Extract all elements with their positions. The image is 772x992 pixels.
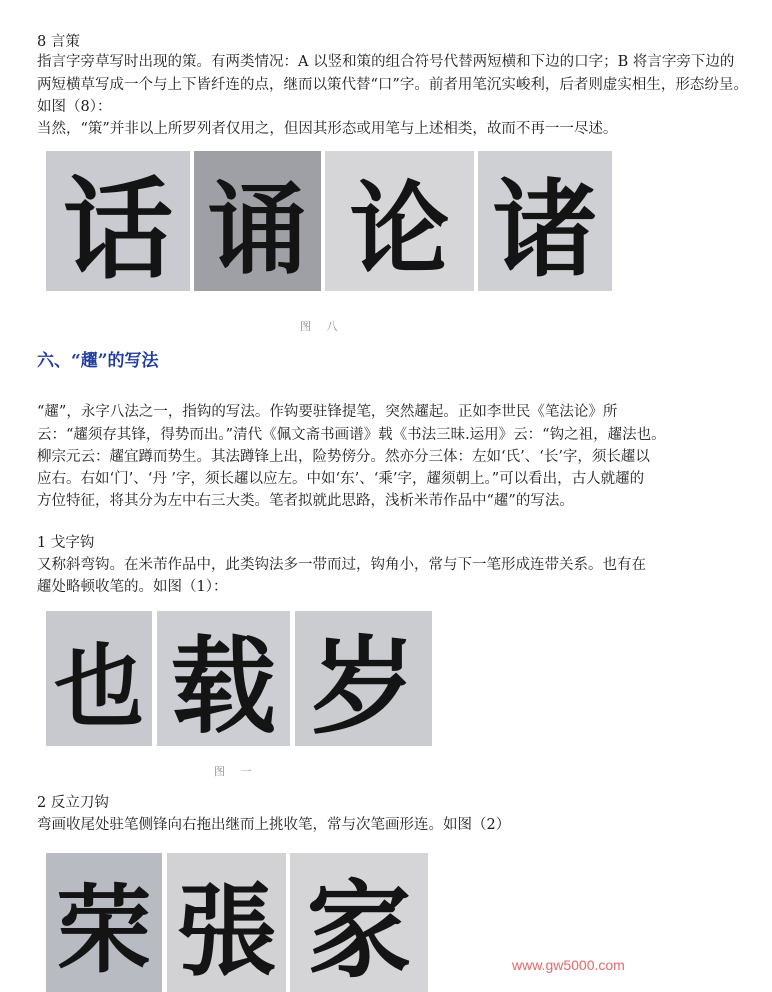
- section-6-para-line-5: 方位特征，将其分为左中右三大类。笔者拟就此思路，浅析米芾作品中“趯”的写法。: [37, 493, 574, 509]
- calligraphy-image: [290, 853, 428, 992]
- section-8-line-2: 两短横草写成一个与上下皆纤连的点，继而以策代替“口”字。前者用笔沉实峻利，后者则虚实相生，形态纷呈。: [37, 77, 748, 93]
- calligraphy-glyph: 張: [176, 872, 277, 990]
- calligraphy-image: [295, 611, 432, 746]
- sub-1-line-1: 又称斜弯钩。在米芾作品中，此类钩法多一带而过，钩角小，常与下一笔形成连带关系。也有在: [37, 557, 646, 573]
- sub-1-line-2: 趯处略顿收笔的。如图（1）：: [37, 579, 228, 595]
- calligraphy-image: [167, 853, 286, 992]
- calligraphy-glyph: 也: [54, 634, 144, 740]
- section-6-para-line-4: 应右。右如‘门’、‘丹 ’字，须长趯以应左。中如‘东’、‘乘’字，趯须朝上。”可以看出，古人就趯的: [37, 471, 645, 487]
- sub-1-title: 1 戈字钩: [37, 535, 95, 551]
- calligraphy-image: [46, 853, 162, 992]
- calligraphy-image: [194, 151, 321, 291]
- calligraphy-glyph: 诵: [207, 171, 308, 288]
- calligraphy-image: [46, 611, 152, 746]
- section-6-heading: 六、“趯”的写法: [37, 351, 159, 371]
- section-8-line-3: 如图（8）：: [37, 99, 112, 115]
- figure-1-caption: 图 一: [214, 765, 258, 778]
- site-watermark: www.gw5000.com: [512, 957, 625, 973]
- calligraphy-glyph: 家: [306, 870, 412, 992]
- sub-2-line-1: 弯画收尾处驻笔侧锋向右拖出继而上挑收笔，常与次笔画形连。如图（2）: [37, 817, 511, 833]
- calligraphy-glyph: 话: [63, 166, 173, 291]
- section-8-line-4: 当然，“策”并非以上所罗列者仅用之，但因其形态或用笔与上述相类，故而不再一一尽述。: [37, 121, 618, 137]
- calligraphy-image: [157, 611, 290, 746]
- section-8-title: 8 言策: [37, 34, 80, 50]
- calligraphy-glyph: 论: [349, 171, 450, 288]
- section-6-para-line-3: 柳宗元云：趯宜蹲而势生。其法蹲锋上出，险势傍分。然亦分三体：左如‘氏’、‘长’字，须长趯以: [37, 449, 650, 465]
- calligraphy-glyph: 岁: [310, 626, 416, 746]
- section-6-para-line-2: 云：“趯须存其锋，得势而出。”清代《佩文斋书画谱》载《书法三昧.运用》云：“钩之祖，趯法也。: [37, 427, 666, 443]
- calligraphy-image: [478, 151, 612, 291]
- calligraphy-glyph: 载: [170, 626, 276, 746]
- sub-2-title: 2 反立刀钩: [37, 795, 109, 811]
- section-8-line-1: 指言字旁草写时出现的策。有两类情况：A 以竖和策的组合符号代替两短横和下边的口字；B 将言字旁下边的: [37, 54, 735, 70]
- calligraphy-image: [46, 151, 190, 291]
- calligraphy-image: [325, 151, 474, 291]
- figure-8-caption: 图 八: [300, 320, 344, 333]
- section-6-para-line-1: “趯”，永字八法之一，指钩的写法。作钩要驻锋提笔，突然趯起。正如李世民《笔法论》所: [37, 404, 618, 420]
- calligraphy-glyph: 诸: [492, 168, 598, 291]
- calligraphy-glyph: 荣: [56, 875, 152, 986]
